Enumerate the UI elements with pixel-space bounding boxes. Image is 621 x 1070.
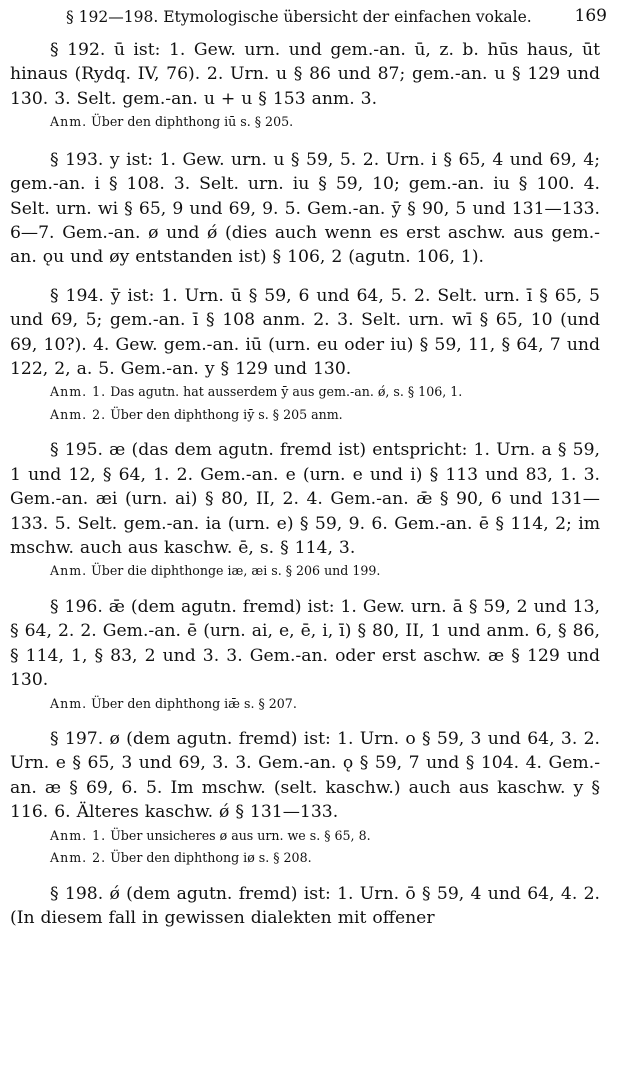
note-194-2 [50,404,600,427]
page-body [10,38,600,930]
note-label: Anm. 1. [50,827,107,843]
section-192: § 192. ū ist: 1. Gew. urn. und gem.-an. ū, z. b. hūs haus, ūt hinaus (Rydq. IV, 76). 2. Urn. u § 86 und 87; gem.-an. u § 129 und 130. 3. Selt. gem.-an. u + u § 153 anm. 3. [10,40,600,109]
section-195: § 195. æ (das dem agutn. fremd ist) entspricht: 1. Urn. a § 59, 1 und 12, § 64, 1. 2. Gem.-an. e (urn. e und i) § 113 und 83, 1. 3. Gem.-an. æi (urn. ai) § 80, II, 2. 4. Gem.-an. ǣ § 90, 6 und 131—133. 5. Selt. gem.-an. ia (urn. e) § 59, 9. 6. Gem.-an. ē § 114, 2; im mschw. auch aus kaschw. ē, s. § 114, 3. [10,440,600,558]
note-label: Anm. [50,563,88,579]
note-194-1 [50,381,600,404]
note-label: Anm. 1. [50,384,107,400]
running-header [0,4,621,28]
section-196: § 196. ǣ (dem agutn. fremd) ist: 1. Gew. urn. ā § 59, 2 und 13, § 64, 2. 2. Gem.-an. ē (urn. ai, e, ē, i, ī) § 80, II, 1 und anm. 6, § 86, § 114, 1, § 83, 2 und 3. 3. Gem.-an. oder erst aschw. æ § 129 und 130. [10,596,601,691]
note-text: Das agutn. hat ausserdem ȳ aus gem.-an. ǿ, s. § 106, 1. [110,384,463,400]
note-text: Über den diphthong iū s. § 205. [91,114,294,130]
note-text: Über den diphthong iȳ s. § 205 anm. [110,406,343,422]
note-text: Über den diphthong iǣ s. § 207. [91,695,297,711]
note-197-2 [50,847,600,870]
note-196 [50,693,600,716]
note-text: Über den diphthong iø s. § 208. [110,850,312,866]
section-193: § 193. y ist: 1. Gew. urn. u § 59, 5. 2. Urn. i § 65, 4 und 69, 4; gem.-an. i § 108. 3. Selt. urn. iu § 59, 10; gem.-an. iu § 100. 4. Selt. urn. wi § 65, 9 und 69, 9. 5. Gem.-an. ȳ § 90, 5 und 131—133. 6—7. Gem.-an. ø und ǿ (dies auch wenn es erst aschw. aus gem.-an. ǫu und øy entstanden ist) § 106, 2 (agutn. 106, 1). [10,149,600,268]
note-192 [50,111,600,134]
note-label: Anm. 2. [50,406,107,422]
section-194: § 194. ȳ ist: 1. Urn. ū § 59, 6 und 64, 5. 2. Selt. urn. ī § 65, 5 und 69, 5; gem.-an. ī § 108 anm. 2. 3. Selt. urn. wī § 65, 10 (und 69, 10?). 4. Gew. gem.-an. iū (urn. eu oder iu) § 59, 11, § 64, 7 und 122, 2, a. 5. Gem.-an. y § 129 und 130. [10,285,600,379]
note-label: Anm. [50,695,88,711]
running-title: § 192—198. Etymologische übersicht der einfachen vokale. [66,8,532,26]
note-195 [50,560,600,583]
note-label: Anm. [50,114,88,130]
note-text: Über unsicheres ø aus urn. we s. § 65, 8. [110,827,371,843]
note-197-1 [50,825,600,848]
page-number: 169 [574,6,607,26]
section-198: § 198. ǿ (dem agutn. fremd) ist: 1. Urn. ō § 59, 4 und 64, 4. 2. (In diesem fall in gewissen dialekten mit offener [10,883,600,929]
note-label: Anm. 2. [50,850,107,866]
note-text: Über die diphthonge iæ, æi s. § 206 und 199. [91,563,381,579]
section-197: § 197. ø (dem agutn. fremd) ist: 1. Urn. o § 59, 3 und 64, 3. 2. Urn. e § 65, 3 und 69, 3. 3. Gem.-an. ǫ § 59, 7 und § 104. 4. Gem.-an. æ § 69, 6. 5. Im mschw. (selt. kaschw.) auch aus kaschw. y § 116. 6. Älteres kaschw. ǿ § 131—133. [10,729,600,823]
